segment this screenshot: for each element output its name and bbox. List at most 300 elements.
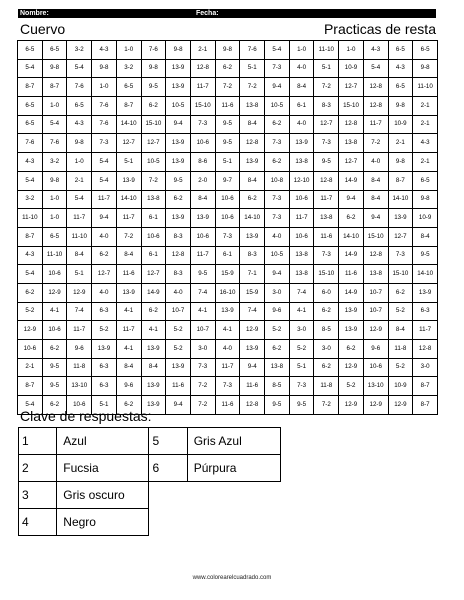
grid-cell[interactable]: 8-3 (166, 265, 191, 284)
grid-cell[interactable]: 4-0 (289, 59, 314, 78)
grid-cell[interactable]: 9-5 (265, 396, 290, 415)
grid-cell[interactable]: 5-1 (215, 153, 240, 172)
grid-cell[interactable]: 13-9 (166, 209, 191, 228)
grid-cell[interactable]: 6-0 (314, 283, 339, 302)
grid-cell[interactable]: 15-10 (339, 97, 364, 116)
grid-cell[interactable]: 10-6 (363, 358, 388, 377)
grid-cell[interactable]: 6-1 (289, 97, 314, 116)
grid-cell[interactable]: 4-0 (92, 283, 117, 302)
grid-cell[interactable]: 6-5 (388, 78, 413, 97)
grid-cell[interactable]: 5-4 (18, 396, 43, 415)
grid-cell[interactable]: 1-0 (42, 97, 67, 116)
grid-cell[interactable]: 8-4 (363, 190, 388, 209)
grid-cell[interactable]: 14-10 (116, 115, 141, 134)
grid-cell[interactable]: 13-8 (265, 358, 290, 377)
grid-cell[interactable]: 14-9 (339, 171, 364, 190)
grid-cell[interactable]: 12-9 (363, 321, 388, 340)
grid-cell[interactable]: 8-4 (240, 171, 265, 190)
grid-cell[interactable]: 9-5 (166, 171, 191, 190)
grid-cell[interactable]: 3-0 (314, 340, 339, 359)
grid-cell[interactable]: 13-9 (166, 59, 191, 78)
grid-cell[interactable]: 8-4 (363, 171, 388, 190)
grid-cell[interactable]: 11-6 (240, 377, 265, 396)
grid-cell[interactable]: 12-9 (363, 396, 388, 415)
grid-cell[interactable]: 12-8 (190, 59, 215, 78)
grid-cell[interactable]: 13-9 (166, 78, 191, 97)
grid-cell[interactable]: 15-10 (141, 115, 166, 134)
grid-cell[interactable]: 6-5 (42, 227, 67, 246)
grid-cell[interactable]: 7-3 (92, 134, 117, 153)
grid-cell[interactable]: 13-9 (240, 227, 265, 246)
grid-cell[interactable]: 4-3 (18, 153, 43, 172)
grid-cell[interactable]: 7-3 (314, 134, 339, 153)
grid-cell[interactable]: 6-5 (413, 171, 438, 190)
grid-cell[interactable]: 1-0 (339, 41, 364, 60)
grid-cell[interactable]: 15-9 (240, 283, 265, 302)
grid-cell[interactable]: 13-8 (289, 153, 314, 172)
grid-cell[interactable]: 10-9 (388, 115, 413, 134)
grid-cell[interactable]: 9-8 (42, 59, 67, 78)
grid-cell[interactable]: 12-7 (116, 134, 141, 153)
grid-cell[interactable]: 6-3 (92, 302, 117, 321)
grid-cell[interactable]: 9-4 (166, 396, 191, 415)
grid-cell[interactable]: 8-3 (314, 97, 339, 116)
grid-cell[interactable]: 11-7 (314, 190, 339, 209)
grid-cell[interactable]: 13-9 (190, 209, 215, 228)
grid-cell[interactable]: 13-9 (141, 377, 166, 396)
grid-cell[interactable]: 10-6 (215, 190, 240, 209)
grid-cell[interactable]: 8-4 (289, 78, 314, 97)
grid-cell[interactable]: 15-10 (190, 97, 215, 116)
grid-cell[interactable]: 7-3 (190, 115, 215, 134)
grid-cell[interactable]: 8-7 (18, 377, 43, 396)
grid-cell[interactable]: 13-10 (363, 377, 388, 396)
grid-cell[interactable]: 3-2 (116, 59, 141, 78)
grid-cell[interactable]: 10-6 (42, 321, 67, 340)
grid-cell[interactable]: 2-1 (413, 153, 438, 172)
grid-cell[interactable]: 7-2 (314, 396, 339, 415)
grid-cell[interactable]: 11-8 (314, 377, 339, 396)
grid-cell[interactable]: 3-0 (413, 358, 438, 377)
grid-cell[interactable]: 13-8 (240, 97, 265, 116)
grid-cell[interactable]: 6-2 (42, 396, 67, 415)
grid-cell[interactable]: 4-0 (289, 115, 314, 134)
grid-cell[interactable]: 13-9 (166, 134, 191, 153)
grid-cell[interactable]: 7-6 (92, 97, 117, 116)
grid-cell[interactable]: 11-7 (67, 321, 92, 340)
grid-cell[interactable]: 8-7 (388, 171, 413, 190)
grid-cell[interactable]: 5-2 (265, 321, 290, 340)
grid-cell[interactable]: 6-5 (116, 78, 141, 97)
grid-cell[interactable]: 2-1 (413, 97, 438, 116)
grid-cell[interactable]: 9-6 (116, 377, 141, 396)
grid-cell[interactable]: 7-4 (289, 283, 314, 302)
grid-cell[interactable]: 9-8 (413, 59, 438, 78)
grid-cell[interactable]: 2-1 (388, 134, 413, 153)
grid-cell[interactable]: 14-9 (141, 283, 166, 302)
grid-cell[interactable]: 9-5 (190, 265, 215, 284)
grid-cell[interactable]: 12-9 (42, 283, 67, 302)
grid-cell[interactable]: 10-6 (190, 227, 215, 246)
grid-cell[interactable]: 13-8 (289, 265, 314, 284)
grid-cell[interactable]: 9-5 (289, 396, 314, 415)
grid-cell[interactable]: 2-1 (18, 358, 43, 377)
grid-cell[interactable]: 8-4 (240, 115, 265, 134)
grid-cell[interactable]: 9-7 (215, 171, 240, 190)
grid-cell[interactable]: 6-5 (67, 97, 92, 116)
grid-cell[interactable]: 7-3 (215, 377, 240, 396)
grid-cell[interactable]: 12-9 (18, 321, 43, 340)
grid-cell[interactable]: 9-6 (363, 340, 388, 359)
grid-cell[interactable]: 8-5 (314, 321, 339, 340)
grid-cell[interactable]: 9-6 (67, 340, 92, 359)
grid-cell[interactable]: 11-7 (190, 246, 215, 265)
grid-cell[interactable]: 7-3 (190, 358, 215, 377)
grid-cell[interactable]: 7-4 (67, 302, 92, 321)
grid-cell[interactable]: 10-7 (363, 302, 388, 321)
grid-cell[interactable]: 9-4 (265, 78, 290, 97)
grid-cell[interactable]: 10-6 (190, 134, 215, 153)
grid-cell[interactable]: 12-7 (141, 265, 166, 284)
grid-cell[interactable]: 3-0 (265, 283, 290, 302)
grid-cell[interactable]: 5-4 (18, 265, 43, 284)
grid-cell[interactable]: 14-10 (240, 209, 265, 228)
grid-cell[interactable]: 13-8 (314, 209, 339, 228)
grid-cell[interactable]: 10-9 (413, 209, 438, 228)
grid-cell[interactable]: 15-10 (388, 265, 413, 284)
grid-cell[interactable]: 12-9 (388, 396, 413, 415)
grid-cell[interactable]: 8-7 (18, 227, 43, 246)
grid-cell[interactable]: 8-7 (413, 377, 438, 396)
grid-cell[interactable]: 11-7 (363, 115, 388, 134)
grid-cell[interactable]: 16-10 (215, 283, 240, 302)
grid-cell[interactable]: 6-2 (314, 358, 339, 377)
grid-cell[interactable]: 9-8 (92, 59, 117, 78)
grid-cell[interactable]: 9-8 (166, 41, 191, 60)
grid-cell[interactable]: 13-9 (116, 283, 141, 302)
grid-cell[interactable]: 3-0 (289, 321, 314, 340)
grid-cell[interactable]: 6-2 (388, 283, 413, 302)
grid-cell[interactable]: 5-4 (92, 153, 117, 172)
grid-cell[interactable]: 1-0 (42, 209, 67, 228)
grid-cell[interactable]: 4-1 (215, 321, 240, 340)
grid-cell[interactable]: 6-2 (314, 302, 339, 321)
grid-cell[interactable]: 5-2 (166, 321, 191, 340)
grid-cell[interactable]: 10-9 (388, 377, 413, 396)
grid-cell[interactable]: 4-1 (116, 340, 141, 359)
grid-cell[interactable]: 15-10 (314, 265, 339, 284)
grid-cell[interactable]: 13-8 (363, 265, 388, 284)
grid-cell[interactable]: 9-8 (388, 97, 413, 116)
grid-cell[interactable]: 2-1 (67, 171, 92, 190)
grid-cell[interactable]: 3-0 (190, 340, 215, 359)
grid-cell[interactable]: 10-6 (67, 396, 92, 415)
grid-cell[interactable]: 6-2 (166, 190, 191, 209)
grid-cell[interactable]: 7-6 (67, 78, 92, 97)
grid-cell[interactable]: 11-8 (67, 358, 92, 377)
grid-cell[interactable]: 12-8 (363, 78, 388, 97)
grid-cell[interactable]: 5-1 (116, 153, 141, 172)
grid-cell[interactable]: 11-10 (314, 41, 339, 60)
grid-cell[interactable]: 9-5 (215, 134, 240, 153)
grid-cell[interactable]: 5-2 (18, 302, 43, 321)
grid-cell[interactable]: 13-9 (92, 340, 117, 359)
grid-cell[interactable]: 6-2 (18, 283, 43, 302)
grid-cell[interactable]: 11-10 (67, 227, 92, 246)
grid-cell[interactable]: 11-10 (42, 246, 67, 265)
grid-cell[interactable]: 12-9 (339, 358, 364, 377)
grid-cell[interactable]: 12-7 (141, 134, 166, 153)
grid-cell[interactable]: 9-4 (339, 190, 364, 209)
grid-cell[interactable]: 11-6 (116, 265, 141, 284)
grid-cell[interactable]: 1-0 (42, 190, 67, 209)
grid-cell[interactable]: 4-0 (265, 227, 290, 246)
grid-cell[interactable]: 9-8 (215, 41, 240, 60)
grid-cell[interactable]: 6-2 (215, 59, 240, 78)
grid-cell[interactable]: 10-5 (141, 153, 166, 172)
grid-cell[interactable]: 9-4 (363, 209, 388, 228)
grid-cell[interactable]: 5-2 (92, 321, 117, 340)
grid-cell[interactable]: 5-4 (67, 59, 92, 78)
grid-cell[interactable]: 9-4 (92, 209, 117, 228)
grid-cell[interactable]: 9-8 (388, 153, 413, 172)
grid-cell[interactable]: 4-0 (166, 283, 191, 302)
grid-cell[interactable]: 6-2 (240, 190, 265, 209)
grid-cell[interactable]: 10-7 (363, 283, 388, 302)
grid-cell[interactable]: 7-2 (190, 396, 215, 415)
grid-cell[interactable]: 13-9 (339, 302, 364, 321)
grid-cell[interactable]: 7-6 (92, 115, 117, 134)
grid-cell[interactable]: 4-0 (215, 340, 240, 359)
grid-cell[interactable]: 6-3 (92, 358, 117, 377)
grid-cell[interactable]: 7-6 (240, 41, 265, 60)
grid-cell[interactable]: 5-4 (18, 171, 43, 190)
grid-cell[interactable]: 4-3 (388, 59, 413, 78)
grid-cell[interactable]: 13-9 (166, 358, 191, 377)
grid-cell[interactable]: 13-9 (413, 283, 438, 302)
grid-cell[interactable]: 6-2 (339, 209, 364, 228)
grid-cell[interactable]: 6-1 (141, 246, 166, 265)
grid-cell[interactable]: 10-5 (265, 97, 290, 116)
grid-cell[interactable]: 14-9 (339, 246, 364, 265)
grid-cell[interactable]: 6-1 (141, 209, 166, 228)
grid-cell[interactable]: 9-4 (265, 265, 290, 284)
grid-cell[interactable]: 13-9 (289, 134, 314, 153)
grid-cell[interactable]: 6-2 (92, 246, 117, 265)
grid-cell[interactable]: 9-5 (215, 115, 240, 134)
grid-cell[interactable]: 12-8 (166, 246, 191, 265)
grid-cell[interactable]: 2-1 (413, 115, 438, 134)
grid-cell[interactable]: 7-2 (240, 78, 265, 97)
grid-cell[interactable]: 6-5 (18, 41, 43, 60)
grid-cell[interactable]: 14-10 (388, 190, 413, 209)
grid-cell[interactable]: 9-5 (42, 358, 67, 377)
grid-cell[interactable]: 5-2 (339, 377, 364, 396)
grid-cell[interactable]: 12-9 (67, 283, 92, 302)
grid-cell[interactable]: 8-4 (413, 227, 438, 246)
grid-cell[interactable]: 12-8 (363, 246, 388, 265)
grid-cell[interactable]: 8-4 (116, 358, 141, 377)
grid-cell[interactable]: 7-3 (289, 377, 314, 396)
grid-cell[interactable]: 4-3 (92, 41, 117, 60)
grid-cell[interactable]: 13-9 (240, 340, 265, 359)
grid-cell[interactable]: 4-1 (141, 321, 166, 340)
grid-cell[interactable]: 4-1 (289, 302, 314, 321)
grid-cell[interactable]: 4-3 (363, 41, 388, 60)
grid-cell[interactable]: 7-2 (190, 377, 215, 396)
grid-cell[interactable]: 7-3 (265, 134, 290, 153)
grid-cell[interactable]: 1-0 (289, 41, 314, 60)
grid-cell[interactable]: 10-8 (265, 171, 290, 190)
grid-cell[interactable]: 10-7 (166, 302, 191, 321)
grid-cell[interactable]: 12-8 (363, 97, 388, 116)
grid-cell[interactable]: 7-1 (240, 265, 265, 284)
grid-cell[interactable]: 6-5 (18, 97, 43, 116)
grid-cell[interactable]: 6-3 (92, 377, 117, 396)
grid-cell[interactable]: 12-8 (314, 171, 339, 190)
grid-cell[interactable]: 6-2 (265, 340, 290, 359)
grid-cell[interactable]: 5-1 (240, 59, 265, 78)
grid-cell[interactable]: 10-7 (190, 321, 215, 340)
grid-cell[interactable]: 7-2 (116, 227, 141, 246)
grid-cell[interactable]: 9-4 (240, 358, 265, 377)
grid-cell[interactable]: 11-7 (289, 209, 314, 228)
grid-cell[interactable]: 8-4 (67, 246, 92, 265)
grid-cell[interactable]: 8-7 (18, 78, 43, 97)
grid-cell[interactable]: 5-4 (67, 190, 92, 209)
grid-cell[interactable]: 9-8 (67, 134, 92, 153)
grid-cell[interactable]: 7-3 (265, 190, 290, 209)
grid-cell[interactable]: 11-10 (413, 78, 438, 97)
grid-cell[interactable]: 7-4 (240, 302, 265, 321)
grid-cell[interactable]: 7-2 (215, 78, 240, 97)
grid-cell[interactable]: 8-4 (190, 190, 215, 209)
grid-cell[interactable]: 8-4 (116, 246, 141, 265)
grid-cell[interactable]: 12-8 (339, 115, 364, 134)
grid-cell[interactable]: 10-6 (42, 265, 67, 284)
grid-cell[interactable]: 11-7 (67, 209, 92, 228)
grid-cell[interactable]: 6-5 (413, 41, 438, 60)
grid-cell[interactable]: 7-3 (265, 209, 290, 228)
grid-cell[interactable]: 9-4 (166, 115, 191, 134)
grid-cell[interactable]: 8-7 (413, 396, 438, 415)
grid-cell[interactable]: 13-9 (166, 153, 191, 172)
grid-cell[interactable]: 12-10 (289, 171, 314, 190)
grid-cell[interactable]: 11-6 (215, 97, 240, 116)
grid-cell[interactable]: 12-7 (92, 265, 117, 284)
grid-cell[interactable]: 9-8 (141, 59, 166, 78)
grid-cell[interactable]: 5-2 (166, 340, 191, 359)
grid-cell[interactable]: 12-8 (240, 396, 265, 415)
grid-cell[interactable]: 10-9 (339, 59, 364, 78)
grid-cell[interactable]: 5-4 (42, 115, 67, 134)
grid-cell[interactable]: 6-2 (42, 340, 67, 359)
grid-cell[interactable]: 8-3 (240, 246, 265, 265)
grid-cell[interactable]: 11-10 (18, 209, 43, 228)
grid-cell[interactable]: 11-6 (339, 265, 364, 284)
grid-cell[interactable]: 9-5 (413, 246, 438, 265)
grid-cell[interactable]: 9-8 (42, 171, 67, 190)
grid-cell[interactable]: 13-9 (215, 302, 240, 321)
grid-cell[interactable]: 12-7 (339, 153, 364, 172)
grid-cell[interactable]: 8-3 (166, 227, 191, 246)
grid-cell[interactable]: 12-7 (339, 78, 364, 97)
grid-cell[interactable]: 13-8 (141, 190, 166, 209)
grid-cell[interactable]: 8-4 (388, 321, 413, 340)
grid-cell[interactable]: 10-6 (289, 227, 314, 246)
grid-cell[interactable]: 5-1 (67, 265, 92, 284)
grid-cell[interactable]: 13-9 (141, 340, 166, 359)
grid-cell[interactable]: 6-3 (413, 302, 438, 321)
grid-cell[interactable]: 1-0 (67, 153, 92, 172)
grid-cell[interactable]: 5-2 (388, 302, 413, 321)
grid-cell[interactable]: 7-6 (18, 134, 43, 153)
grid-cell[interactable]: 14-9 (339, 283, 364, 302)
grid-cell[interactable]: 15-9 (215, 265, 240, 284)
grid-cell[interactable]: 13-9 (116, 171, 141, 190)
grid-cell[interactable]: 10-6 (18, 340, 43, 359)
grid-cell[interactable]: 13-10 (67, 377, 92, 396)
grid-cell[interactable]: 6-2 (265, 153, 290, 172)
grid-cell[interactable]: 10-5 (166, 97, 191, 116)
grid-cell[interactable]: 2-0 (190, 171, 215, 190)
grid-cell[interactable]: 12-8 (413, 340, 438, 359)
grid-cell[interactable]: 7-2 (363, 134, 388, 153)
grid-cell[interactable]: 3-2 (18, 190, 43, 209)
grid-cell[interactable]: 6-2 (141, 97, 166, 116)
grid-cell[interactable]: 5-4 (18, 59, 43, 78)
grid-cell[interactable]: 11-6 (215, 396, 240, 415)
grid-cell[interactable]: 4-3 (67, 115, 92, 134)
grid-cell[interactable]: 11-6 (314, 227, 339, 246)
grid-cell[interactable]: 1-0 (116, 41, 141, 60)
grid-cell[interactable]: 11-8 (388, 340, 413, 359)
grid-cell[interactable]: 13-8 (289, 246, 314, 265)
grid-cell[interactable]: 5-4 (363, 59, 388, 78)
grid-cell[interactable]: 5-4 (265, 41, 290, 60)
grid-cell[interactable]: 15-10 (363, 227, 388, 246)
grid-cell[interactable]: 4-3 (413, 134, 438, 153)
grid-cell[interactable]: 8-5 (265, 377, 290, 396)
grid-cell[interactable]: 12-9 (339, 396, 364, 415)
grid-cell[interactable]: 7-2 (314, 78, 339, 97)
grid-cell[interactable]: 8-7 (116, 97, 141, 116)
grid-cell[interactable]: 5-1 (289, 358, 314, 377)
grid-cell[interactable]: 4-0 (92, 227, 117, 246)
grid-cell[interactable]: 11-7 (116, 321, 141, 340)
grid-cell[interactable]: 10-6 (289, 190, 314, 209)
grid-cell[interactable]: 4-1 (116, 302, 141, 321)
grid-cell[interactable]: 4-1 (42, 302, 67, 321)
grid-cell[interactable]: 11-7 (190, 78, 215, 97)
grid-cell[interactable]: 4-3 (18, 246, 43, 265)
grid-cell[interactable]: 10-6 (215, 209, 240, 228)
grid-cell[interactable]: 11-7 (413, 321, 438, 340)
grid-cell[interactable]: 8-6 (190, 153, 215, 172)
grid-cell[interactable]: 11-7 (92, 190, 117, 209)
grid-cell[interactable]: 7-3 (265, 59, 290, 78)
grid-cell[interactable]: 9-5 (314, 153, 339, 172)
grid-cell[interactable]: 13-9 (240, 153, 265, 172)
grid-cell[interactable]: 4-1 (190, 302, 215, 321)
grid-cell[interactable]: 6-5 (42, 41, 67, 60)
grid-cell[interactable]: 14-10 (116, 190, 141, 209)
grid-cell[interactable]: 5-2 (388, 358, 413, 377)
grid-cell[interactable]: 12-7 (388, 227, 413, 246)
grid-cell[interactable]: 10-6 (141, 227, 166, 246)
grid-cell[interactable]: 7-3 (314, 246, 339, 265)
grid-cell[interactable]: 13-9 (339, 321, 364, 340)
